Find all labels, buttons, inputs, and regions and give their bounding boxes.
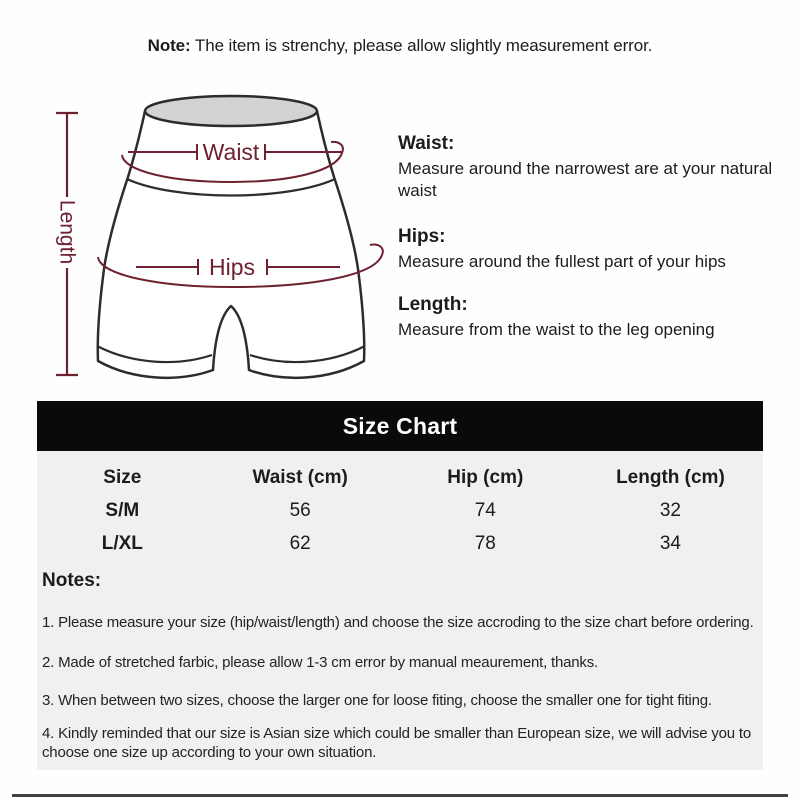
cell-hip: 78 [474,532,496,554]
notes-heading: Notes: [42,570,102,591]
note-item-1: 1. Please measure your size (hip/waist/length) and choose the size accroding to the size chart before ordering. [42,614,754,631]
cell-size: S/M [105,499,140,521]
guide-hips-title: Hips: [398,226,446,247]
guide-waist [398,133,778,202]
guide-length [398,294,778,341]
cell-waist: 56 [289,499,311,521]
guide-waist-title: Waist: [398,133,455,154]
column-header-size: Size [103,466,142,488]
note-item-2: 2. Made of stretched farbic, please allow 1-3 cm error by manual meaurement, thanks. [42,654,598,671]
shorts-measurement-diagram [40,85,390,397]
guide-hips [398,226,778,273]
waistband-opening [145,96,317,126]
top-note-label: Note: [147,36,191,55]
top-note-text: The item is strenchy, please allow slightly measurement error. [190,36,653,55]
table-row [37,527,763,560]
guide-hips-description: Measure around the fullest part of your hips [398,252,726,271]
cell-waist: 62 [289,532,311,554]
size-chart-table [37,461,763,560]
waist-label: Waist [202,139,260,165]
column-header-waist: Waist (cm) [252,466,348,488]
guide-waist-description: Measure around the narrowest are at your natural waist [398,159,773,200]
hips-label: Hips [208,254,256,280]
column-header-length: Length (cm) [616,466,725,488]
cell-length: 34 [659,532,681,554]
note-item-3: 3. When between two sizes, choose the larger one for loose fiting, choose the smaller one for tight fiting. [42,692,712,709]
cell-size: L/XL [101,532,143,554]
length-label: Length [55,199,79,265]
guide-length-title: Length: [398,294,468,315]
cell-length: 32 [659,499,681,521]
table-row [37,494,763,527]
size-chart-header-row [37,461,763,494]
size-chart-panel [37,401,763,770]
guide-length-description: Measure from the waist to the leg opening [398,320,715,339]
bottom-divider [12,794,788,797]
size-chart-title: Size Chart [37,401,763,451]
column-header-hip: Hip (cm) [447,466,524,488]
note-item-4: 4. Kindly reminded that our size is Asian size which could be smaller than European size, we will advise you to choose one size up according to your own situation. [42,725,752,761]
notes-section [37,570,763,762]
top-note [0,36,800,56]
cell-hip: 74 [474,499,496,521]
